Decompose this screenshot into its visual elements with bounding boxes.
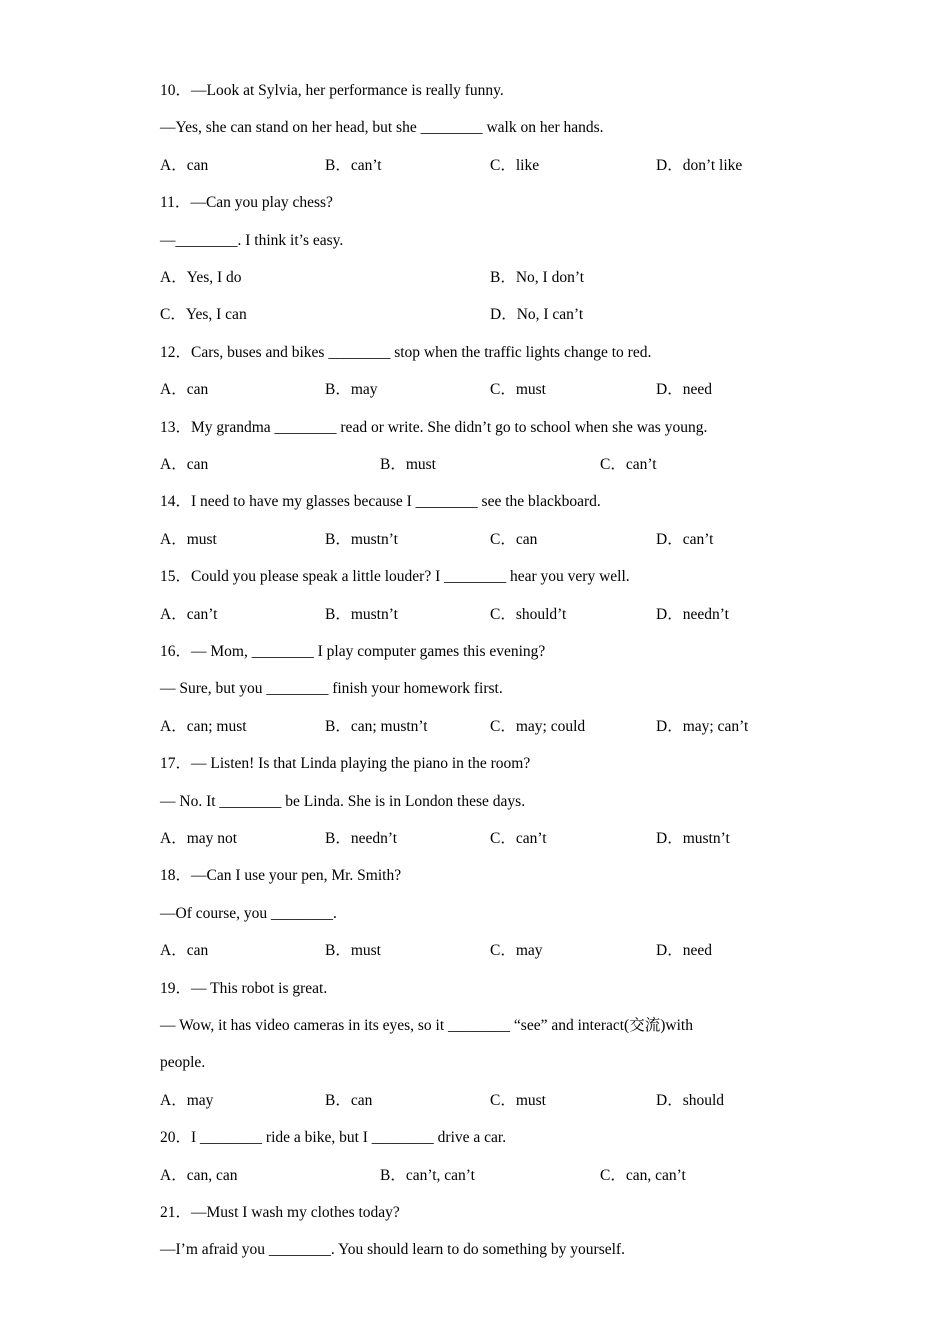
question-line: —I’m afraid you ________. You should learn to do something by yourself. (160, 1241, 625, 1259)
answer-option[interactable]: D．may; can’t (656, 717, 749, 735)
answer-option[interactable]: A．can (160, 456, 209, 473)
question-line: —________. I think it’s easy. (160, 231, 344, 249)
answer-option[interactable]: B．must (325, 942, 381, 960)
question-line: —Of course, you ________. (160, 904, 337, 922)
question-stem (160, 979, 327, 999)
answer-option[interactable]: A．can; must (160, 717, 247, 735)
answer-option[interactable]: B．can’t, can’t (380, 1166, 475, 1184)
question-line: — Sure, but you ________ finish your homework first. (160, 680, 503, 698)
question-stem (160, 418, 707, 438)
answer-option[interactable]: C．Yes, I can (160, 306, 247, 324)
question-text: Could you please speak a little louder? I ________ hear you very well. (191, 568, 630, 586)
question-stem (160, 866, 401, 886)
answer-option[interactable]: C．can’t (600, 456, 657, 473)
question-number: 15． (160, 568, 192, 586)
question-stem (160, 492, 601, 512)
answer-option[interactable]: A．can (160, 156, 209, 174)
answer-option[interactable]: D．needn’t (656, 605, 729, 623)
question-stem (160, 1128, 506, 1148)
question-number: 13． (160, 418, 192, 436)
answer-option[interactable]: C．should’t (490, 605, 567, 623)
answer-option[interactable]: C．can, can’t (600, 1166, 686, 1184)
answer-option[interactable]: B．can’t (325, 156, 382, 174)
answer-option[interactable]: D．No, I can’t (490, 306, 584, 324)
question-number: 14． (160, 493, 192, 511)
question-line: — Wow, it has video cameras in its eyes, so it ________ “see” and interact(交流)with (160, 1017, 693, 1034)
question-number: 11． (160, 194, 191, 212)
answer-option[interactable]: C．may (490, 942, 543, 960)
question-number: 20． (160, 1129, 192, 1147)
answer-option[interactable]: A．can (160, 942, 209, 960)
answer-option[interactable]: B．can; mustn’t (325, 717, 428, 735)
answer-option[interactable]: C．can’t (490, 830, 547, 847)
question-text: — Listen! Is that Linda playing the piano in the room? (191, 755, 531, 773)
answer-option[interactable]: D．can’t (656, 530, 714, 548)
answer-option[interactable]: B．can (325, 1091, 373, 1109)
answer-option[interactable]: D．don’t like (656, 156, 743, 174)
question-text: —Look at Sylvia, her performance is really funny. (191, 82, 504, 99)
question-line: — No. It ________ be Linda. She is in London these days. (160, 792, 526, 810)
answer-option[interactable]: C．must (490, 1091, 546, 1109)
answer-option[interactable]: A．Yes, I do (160, 269, 242, 286)
question-text: — This robot is great. (191, 979, 328, 997)
answer-option[interactable]: D．need (656, 381, 712, 399)
answer-option[interactable]: A．can (160, 381, 209, 399)
answer-option[interactable]: B．must (380, 456, 436, 473)
question-text: —Can you play chess? (190, 194, 333, 212)
question-stem (160, 193, 333, 213)
question-text: I ________ ride a bike, but I ________ drive a car. (191, 1129, 507, 1147)
answer-option[interactable]: D．mustn’t (656, 830, 730, 847)
question-text: Cars, buses and bikes ________ stop when the traffic lights change to red. (191, 343, 652, 361)
answer-option[interactable]: A．can, can (160, 1166, 238, 1184)
answer-option[interactable]: A．may not (160, 830, 238, 847)
question-stem (160, 754, 530, 774)
question-text: I need to have my glasses because I ________ see the blackboard. (191, 493, 601, 511)
question-number: 21． (160, 1204, 192, 1221)
answer-option[interactable]: D．need (656, 942, 712, 960)
question-stem (160, 642, 545, 662)
question-stem (160, 81, 504, 101)
answer-option[interactable]: C．must (490, 381, 546, 399)
answer-option[interactable]: A．must (160, 530, 217, 548)
question-number: 19． (160, 979, 192, 997)
question-text: —Can I use your pen, Mr. Smith? (191, 867, 402, 885)
question-text: —Must I wash my clothes today? (191, 1204, 400, 1221)
question-stem (160, 567, 630, 587)
answer-option[interactable]: B．needn’t (325, 830, 398, 847)
answer-option[interactable]: C．may; could (490, 717, 586, 735)
question-number: 12． (160, 343, 192, 361)
question-stem (160, 343, 651, 363)
answer-option[interactable]: C．can (490, 530, 538, 548)
question-line: —Yes, she can stand on her head, but she ________ walk on her hands. (160, 119, 604, 137)
question-text: — Mom, ________ I play computer games this evening? (191, 643, 546, 660)
answer-option[interactable]: B．No, I don’t (490, 269, 585, 286)
question-stem (160, 1203, 400, 1223)
answer-option[interactable]: D．should (656, 1091, 725, 1109)
question-text: My grandma ________ read or write. She didn’t go to school when she was young. (191, 418, 708, 436)
question-number: 10． (160, 82, 192, 99)
answer-option[interactable]: C．like (490, 156, 540, 174)
question-number: 16． (160, 643, 192, 660)
question-number: 18． (160, 867, 192, 885)
question-number: 17． (160, 755, 192, 773)
answer-option[interactable]: B．mustn’t (325, 605, 398, 623)
answer-option[interactable]: B．mustn’t (325, 530, 398, 548)
answer-option[interactable]: A．can’t (160, 605, 218, 623)
answer-option[interactable]: A．may (160, 1091, 214, 1109)
answer-option[interactable]: B．may (325, 381, 378, 399)
question-line: people. (160, 1054, 206, 1072)
